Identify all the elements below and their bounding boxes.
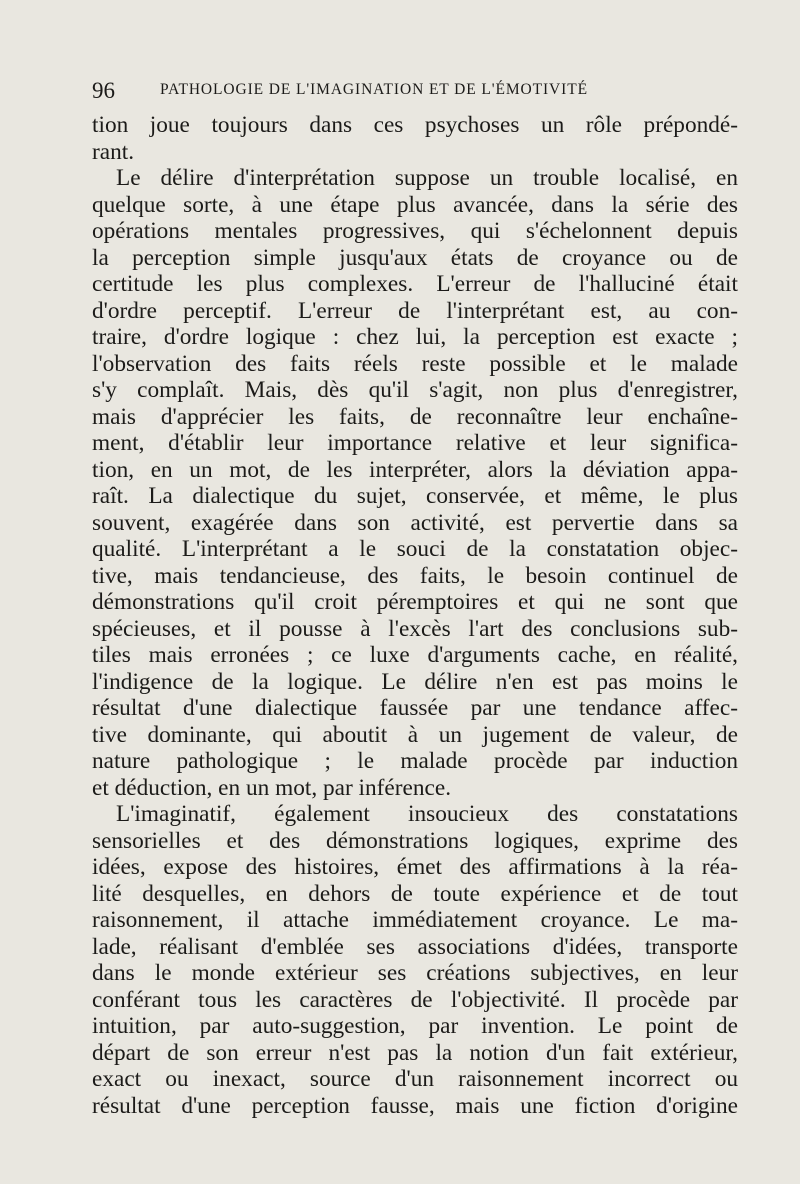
text-line: lité desquelles, en dehors de toute expérience et de tout [92,880,738,907]
text-line: démonstrations qu'il croit péremptoires et qui ne sont que [92,589,738,615]
text-line: la perception simple jusqu'aux états de croyance ou de [92,244,738,271]
text-line: résultat d'une perception fausse, mais une fiction d'origine [92,1092,738,1119]
text-line: l'observation des faits réels reste possible et le malade [92,350,738,377]
text-line: souvent, exagérée dans son activité, est pervertie dans sa [92,509,738,536]
text-line: L'imaginatif, également insoucieux des constatations [116,801,738,827]
running-title: PATHOLOGIE DE L'IMAGINATION ET DE L'ÉMOTIVITÉ [160,81,588,98]
text-line: raisonnement, il attache immédiatement croyance. Le ma- [92,907,738,933]
text-line: tive dominante, qui aboutit à un jugement de valeur, de [92,721,738,748]
text-line: tive, mais tendancieuse, des faits, le besoin continuel de [92,562,738,589]
text-line: tiles mais erronées ; ce luxe d'arguments cache, en réalité, [92,642,738,668]
text-line: Le délire d'interprétation suppose un trouble localisé, en [116,165,738,191]
text-line: tion joue toujours dans ces psychoses un rôle prépondé- [92,112,738,138]
text-line: rant. [92,138,135,165]
text-line: exact ou inexact, source d'un raisonnement incorrect ou [92,1066,738,1092]
text-line: et déduction, en un mot, par inférence. [92,774,452,801]
page-number: 96 [92,78,115,103]
text-line: certitude les plus complexes. L'erreur de l'halluciné était [92,271,738,297]
text-line: d'ordre perceptif. L'erreur de l'interprétant est, au con- [92,297,738,324]
text-line: lade, réalisant d'emblée ses associations d'idées, transporte [92,933,738,960]
text-line: résultat d'une dialectique faussée par une tendance affec- [92,695,738,721]
paragraph [92,801,738,1119]
text-line: raît. La dialectique du sujet, conservée, et même, le plus [92,483,738,509]
paragraph [92,165,738,801]
text-line: tion, en un mot, de les interpréter, alors la déviation appa- [92,456,738,483]
text-line: quelque sorte, à une étape plus avancée, dans la série des [92,191,738,218]
text-line: conférant tous les caractères de l'objectivité. Il procède par [92,986,738,1013]
body-text [92,112,738,1119]
text-line: nature pathologique ; le malade procède par induction [92,748,738,774]
text-line: s'y complaît. Mais, dès qu'il s'agit, non plus d'enregistrer, [92,377,738,403]
text-line: sensorielles et des démonstrations logiques, exprime des [92,827,738,854]
text-line: intuition, par auto-suggestion, par invention. Le point de [92,1013,738,1039]
text-line: spécieuses, et il pousse à l'excès l'art des conclusions sub- [92,615,738,642]
text-line: traire, d'ordre logique : chez lui, la perception est exacte ; [92,324,738,350]
text-line: opérations mentales progressives, qui s'échelonnent depuis [92,218,738,244]
text-line: l'indigence de la logique. Le délire n'en est pas moins le [92,668,738,695]
paragraph [92,112,738,165]
page-header [92,78,752,104]
text-line: mais d'apprécier les faits, de reconnaître leur enchaîne- [92,403,738,430]
text-line: idées, expose des histoires, émet des affirmations à la réa- [92,854,738,880]
text-line: départ de son erreur n'est pas la notion d'un fait extérieur, [92,1039,738,1066]
text-line: ment, d'établir leur importance relative et leur significa- [92,430,738,456]
text-line: qualité. L'interprétant a le souci de la constatation objec- [92,536,738,562]
text-line: dans le monde extérieur ses créations subjectives, en leur [92,960,738,986]
